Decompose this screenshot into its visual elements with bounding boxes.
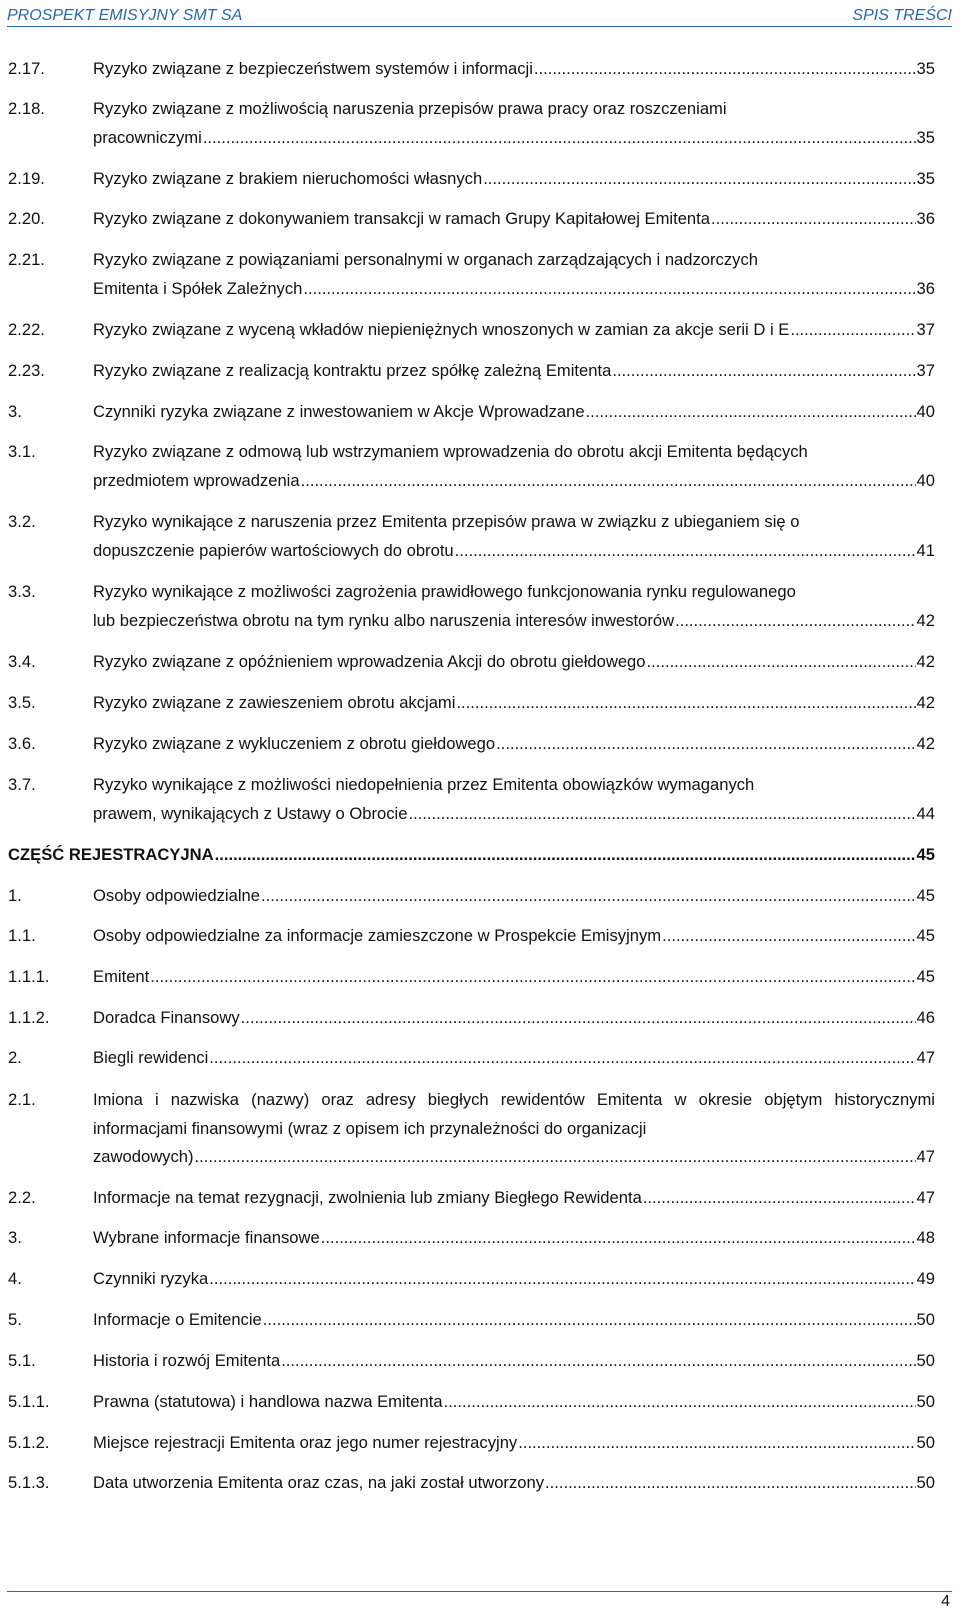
entry-number: 3.6.	[8, 734, 36, 753]
entry-page: 45	[916, 967, 935, 986]
toc-entry[interactable]	[8, 1347, 948, 1376]
entry-page: 40	[916, 402, 935, 421]
toc-entry[interactable]	[8, 648, 948, 677]
entry-title: Ryzyko związane z dokonywaniem transakcji w ramach Grupy Kapitałowej Emitenta	[93, 209, 710, 228]
toc-entry[interactable]	[8, 398, 948, 427]
entry-page: 50	[916, 1392, 935, 1411]
entry-page: 45	[916, 886, 935, 905]
entry-page: 45	[916, 845, 935, 864]
entry-page: 47	[916, 1188, 935, 1207]
entry-number: 2.19.	[8, 169, 45, 188]
entry-page: 47	[916, 1048, 935, 1067]
entry-number: 2.2.	[8, 1188, 36, 1207]
entry-number: 5.1.2.	[8, 1433, 50, 1452]
toc-entry[interactable]	[8, 1388, 948, 1417]
entry-title: Ryzyko związane z zawieszeniem obrotu akcjami	[93, 693, 456, 712]
toc-entry[interactable]	[8, 1086, 948, 1172]
entry-page: 49	[916, 1269, 935, 1288]
entry-number: 3.1.	[8, 442, 36, 461]
section-title: SPIS TREŚCI	[852, 7, 952, 24]
entry-number: 3.	[8, 1228, 22, 1247]
entry-number: 1.1.2.	[8, 1008, 50, 1027]
entry-title: Informacje na temat rezygnacji, zwolnienia lub zmiany Biegłego Rewidenta	[93, 1188, 642, 1207]
entry-page: 48	[916, 1228, 935, 1247]
entry-page: 46	[916, 1008, 935, 1027]
toc-entry[interactable]	[8, 882, 948, 911]
toc-entry[interactable]	[8, 508, 948, 565]
entry-title: Emitenta i Spółek Zależnych	[93, 278, 303, 298]
entry-number: 1.1.1.	[8, 967, 50, 986]
entry-title-body: Ryzyko wynikające z naruszenia przez Emitenta przepisów prawa w związku z ubieganiem się o	[93, 512, 800, 531]
entry-title: zawodowych)	[93, 1147, 194, 1166]
entry-title: prawem, wynikających z Ustawy o Obrocie	[93, 803, 408, 823]
entry-title-body: Ryzyko związane z możliwością naruszenia przepisów prawa pracy oraz roszczeniami	[93, 99, 727, 118]
entry-title: Ryzyko związane z wyceną wkładów niepieniężnych wnoszonych w zamian za akcje serii D i E	[93, 320, 790, 339]
entry-number: 3.3.	[8, 582, 36, 601]
entry-number: 3.	[8, 402, 22, 421]
entry-title: Osoby odpowiedzialne za informacje zamieszczone w Prospekcie Emisyjnym	[93, 926, 662, 945]
entry-page: 50	[916, 1473, 935, 1492]
entry-number: 2.	[8, 1048, 22, 1067]
entry-title: Ryzyko związane z bezpieczeństwem systemów i informacji	[93, 59, 533, 78]
entry-number: 5.	[8, 1310, 22, 1329]
entry-page: 37	[916, 361, 935, 380]
entry-title: Historia i rozwój Emitenta	[93, 1351, 281, 1370]
toc-entry[interactable]	[8, 578, 948, 635]
entry-page: 35	[916, 59, 935, 78]
entry-title: CZĘŚĆ REJESTRACYJNA	[8, 845, 214, 864]
entry-title: Ryzyko związane z opóźnieniem wprowadzenia Akcji do obrotu giełdowego	[93, 652, 646, 671]
toc-entry[interactable]	[8, 1224, 948, 1253]
entry-number: 2.1.	[8, 1090, 36, 1109]
entry-title: Prawna (statutowa) i handlowa nazwa Emitenta	[93, 1392, 443, 1411]
entry-title: Czynniki ryzyka związane z inwestowaniem w Akcje Wprowadzane	[93, 402, 585, 421]
entry-title: Ryzyko związane z brakiem nieruchomości własnych	[93, 169, 483, 188]
document-title: PROSPEKT EMISYJNY SMT SA	[7, 7, 243, 24]
toc-entry[interactable]	[8, 316, 948, 345]
entry-title: Informacje o Emitencie	[93, 1310, 262, 1329]
entry-page: 35	[916, 127, 935, 147]
toc-entry[interactable]	[8, 922, 948, 951]
entry-page: 47	[916, 1147, 935, 1166]
entry-title: Doradca Finansowy	[93, 1008, 240, 1027]
toc-entry[interactable]	[8, 438, 948, 495]
entry-number: 2.23.	[8, 361, 45, 380]
entry-page: 37	[916, 320, 935, 339]
toc-entry[interactable]	[8, 1429, 948, 1458]
toc-entry[interactable]	[8, 963, 948, 992]
toc-entry[interactable]	[8, 1044, 948, 1073]
entry-title: Emitent	[93, 967, 150, 986]
entry-page: 50	[916, 1351, 935, 1370]
toc-entry[interactable]	[8, 689, 948, 718]
entry-title: Miejsce rejestracji Emitenta oraz jego numer rejestracyjny	[93, 1433, 518, 1452]
entry-number: 5.1.3.	[8, 1473, 50, 1492]
entry-number: 3.2.	[8, 512, 36, 531]
toc-entry[interactable]	[8, 95, 948, 152]
footer-divider	[7, 1591, 952, 1592]
entry-number: 2.17.	[8, 59, 45, 78]
page-number: 4	[941, 1593, 950, 1610]
entry-title-body: Ryzyko wynikające z możliwości niedopełnienia przez Emitenta obowiązków wymaganych	[93, 775, 755, 794]
entry-page: 42	[916, 610, 935, 630]
entry-title: lub bezpieczeństwa obrotu na tym rynku albo naruszenia interesów inwestorów	[93, 610, 675, 630]
entry-number: 2.21.	[8, 250, 45, 269]
toc-entry[interactable]	[8, 1184, 948, 1213]
entry-page: 42	[916, 652, 935, 671]
entry-title: Biegli rewidenci	[93, 1048, 209, 1067]
entry-title: dopuszczenie papierów wartościowych do obrotu	[93, 540, 454, 560]
entry-number: 3.4.	[8, 652, 36, 671]
toc-entry[interactable]	[8, 205, 948, 234]
toc-entry[interactable]	[8, 1306, 948, 1335]
entry-title-body: Imiona i nazwiska (nazwy) oraz adresy biegłych rewidentów Emitenta w okresie objętym historycznymi informacjami finansowymi (wraz z opisem ich przynależności do organizacji	[93, 1090, 935, 1138]
toc-entry[interactable]	[8, 771, 948, 828]
entry-title-body: Ryzyko związane z odmową lub wstrzymaniem wprowadzenia do obrotu akcji Emitenta będących	[93, 442, 808, 461]
entry-title: Ryzyko związane z wykluczeniem z obrotu giełdowego	[93, 734, 496, 753]
entry-page: 40	[916, 470, 935, 490]
toc-entry[interactable]	[8, 1265, 948, 1294]
entry-page: 41	[916, 540, 935, 560]
entry-number: 3.5.	[8, 693, 36, 712]
entry-title: Ryzyko związane z realizacją kontraktu przez spółkę zależną Emitenta	[93, 361, 612, 380]
entry-number: 1.1.	[8, 926, 36, 945]
entry-number: 5.1.1.	[8, 1392, 50, 1411]
entry-number: 3.7.	[8, 775, 36, 794]
toc-entry[interactable]	[8, 357, 948, 386]
entry-number: 2.22.	[8, 320, 45, 339]
entry-page: 45	[916, 926, 935, 945]
entry-title-body: Ryzyko wynikające z możliwości zagrożenia prawidłowego funkcjonowania rynku regulowanego	[93, 582, 796, 601]
toc-part-heading[interactable]	[8, 841, 948, 870]
toc-entry[interactable]	[8, 1004, 948, 1033]
entry-title: Wybrane informacje finansowe	[93, 1228, 320, 1247]
entry-page: 35	[916, 169, 935, 188]
entry-title: Osoby odpowiedzialne	[93, 886, 260, 905]
entry-number: 5.1.	[8, 1351, 36, 1370]
entry-number: 4.	[8, 1269, 22, 1288]
entry-number: 2.20.	[8, 209, 45, 228]
entry-title: Data utworzenia Emitenta oraz czas, na jaki został utworzony	[93, 1473, 545, 1492]
entry-page: 36	[916, 278, 935, 298]
entry-page: 50	[916, 1310, 935, 1329]
entry-page: 36	[916, 209, 935, 228]
toc-entry[interactable]	[8, 165, 948, 194]
entry-page: 44	[916, 803, 935, 823]
entry-page: 42	[916, 734, 935, 753]
entry-title: przedmiotem wprowadzenia	[93, 470, 300, 490]
toc-entry[interactable]	[8, 1469, 948, 1498]
entry-number: 1.	[8, 886, 22, 905]
toc-entry[interactable]	[8, 730, 948, 759]
entry-title: pracowniczymi	[93, 127, 202, 147]
entry-title: Czynniki ryzyka	[93, 1269, 209, 1288]
entry-title-body: Ryzyko związane z powiązaniami personalnymi w organach zarządzających i nadzorczych	[93, 250, 758, 269]
entry-page: 42	[916, 693, 935, 712]
toc-entry[interactable]	[8, 55, 948, 84]
entry-number: 2.18.	[8, 99, 45, 118]
toc-entry[interactable]	[8, 246, 948, 303]
entry-page: 50	[916, 1433, 935, 1452]
